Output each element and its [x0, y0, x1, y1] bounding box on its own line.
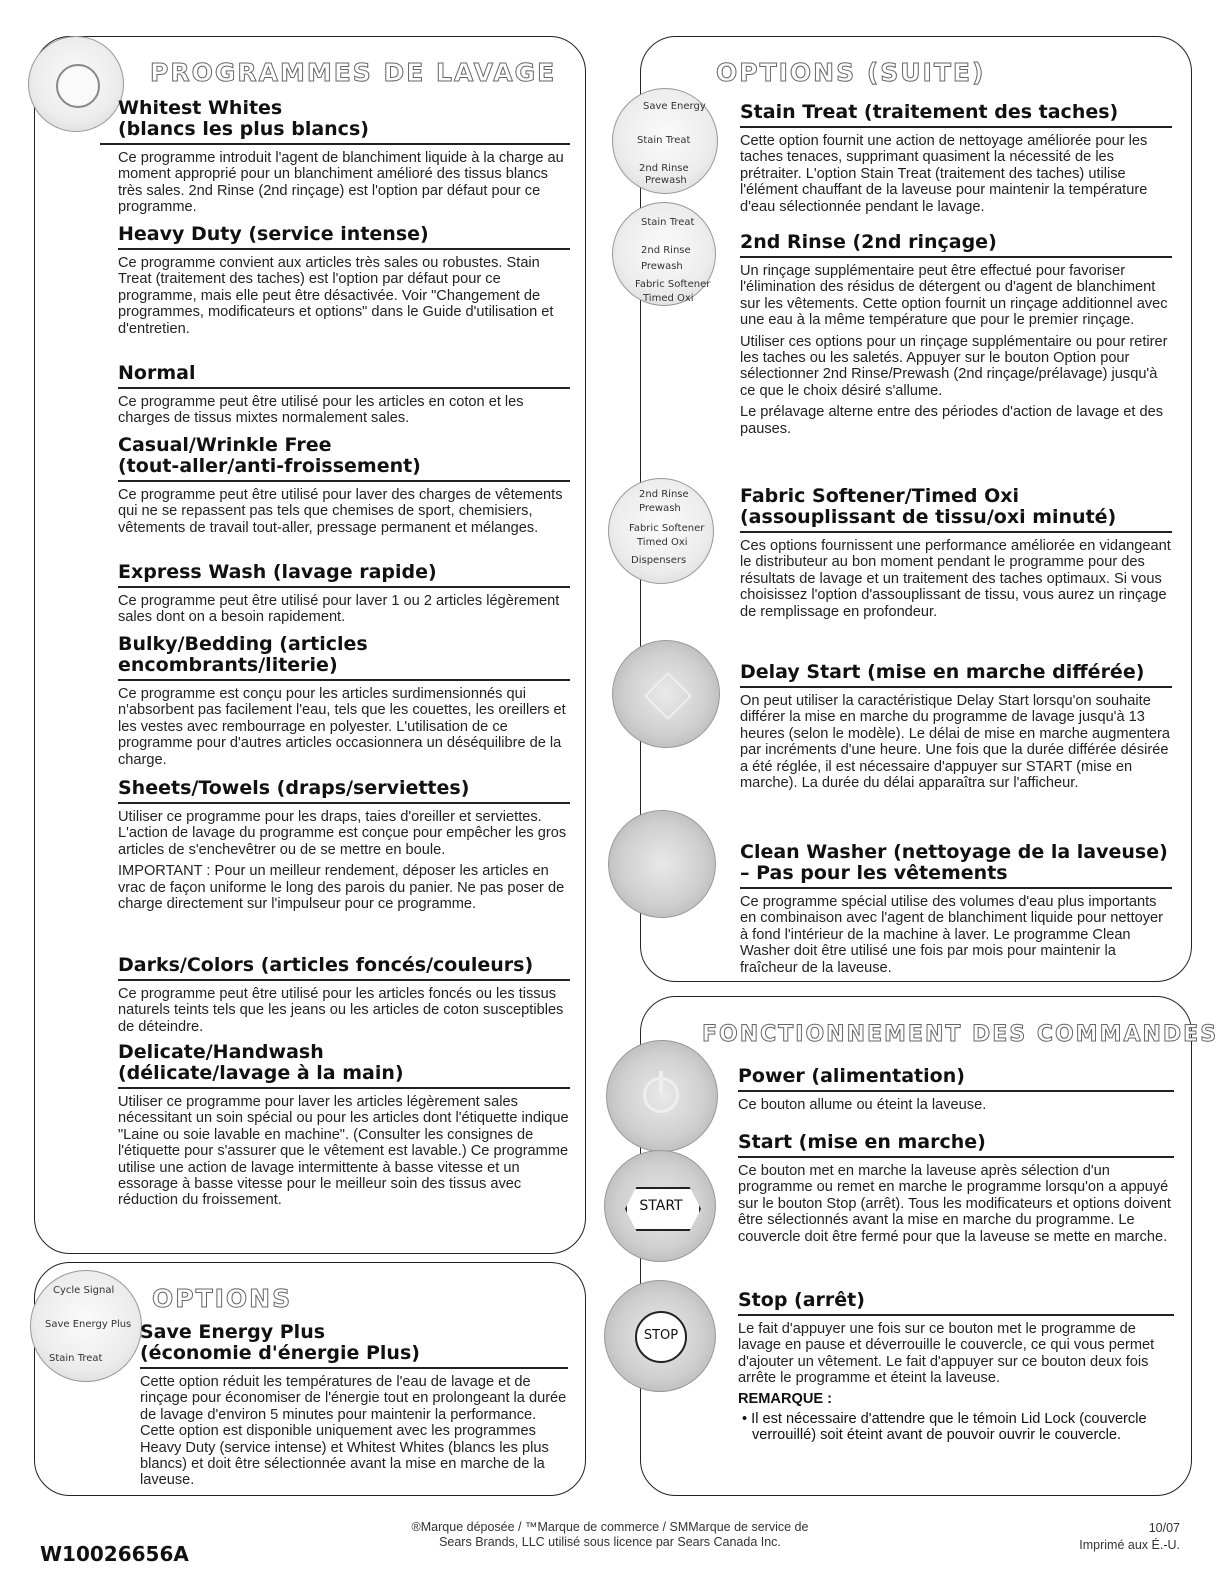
section-body: Ces options fournissent une performance améliorée en vidangeant le distributeur au bon moment pendant le programme pour des résultats de lavage et un traitement des taches optimaux. Si vous choisissez l'option d'assouplissant de tissu, vous aurez un rinçage de remplissage en profondeur.	[740, 538, 1171, 620]
section-body: Cette option réduit les températures de l'eau de lavage et de rinçage pour économiser de l'énergie tout en prolongeant la durée de lavage d'environ 5 minutes pour maintenir la performance. Cette option est disponible uniquement avec les programmes Heavy Duty (service intense) et Whitest Whites (blancs les plus blancs) et doit être sélectionnée avant la mise en marche de la laveuse.	[140, 1374, 567, 1489]
section-body: Ce programme est conçu pour les articles surdimensionnés qui n'absorbent pas facilement l'eau, tels que les couettes, les oreillers et les vestes avec rembourrage en polyester. L'utilisation de ce programme pour d'autres articles occasionnera un déséquilibre de la charge.	[118, 686, 566, 768]
knob-label: Save Energy	[643, 101, 706, 112]
knob-label: Stain Treat	[49, 1353, 103, 1364]
section-body: Ce programme peut être utilisé pour laver 1 ou 2 articles légèrement sales dont on a besoin rapidement.	[118, 593, 560, 626]
section-body: Utiliser ce programme pour les draps, taies d'oreiller et serviettes. L'action de lavage du programme est conçue pour empêcher les gros articles de s'enchevêtrer ou de se mettre en boule.	[118, 809, 567, 858]
options-title: OPTIONS	[152, 1284, 293, 1313]
section-body: Ce programme peut être utilisé pour les articles en coton et les charges de tissus mixtes normalement sales.	[118, 394, 524, 427]
section-heading: Delicate/Handwash (délicate/lavage à la main)	[118, 1042, 570, 1089]
note-label: REMARQUE :	[738, 1390, 833, 1407]
knob-label: Fabric Softener	[635, 279, 711, 290]
cycle-whitest-whites	[118, 98, 570, 216]
cycle-bulky-bedding	[118, 634, 570, 768]
option-stain-treat	[740, 102, 1172, 215]
dispensers-dial-icon	[608, 478, 714, 584]
options-dial-icon	[612, 88, 718, 194]
delay-start-button-icon	[612, 640, 720, 748]
knob-label: Prewash	[641, 261, 683, 272]
section-body: Le prélavage alterne entre des périodes d'action de lavage et des pauses.	[740, 404, 1164, 437]
option-fabric-softener-timed-oxi	[740, 486, 1172, 620]
cycle-normal	[118, 363, 570, 427]
knob-label: 2nd Rinse	[641, 245, 691, 256]
option-delay-start	[740, 662, 1172, 791]
section-heading: Stop (arrêt)	[738, 1290, 1174, 1316]
trademark-notice	[360, 1520, 860, 1550]
option-2nd-rinse	[740, 232, 1172, 437]
trademark-line-2: Sears Brands, LLC utilisé sous licence par Sears Canada Inc.	[439, 1535, 781, 1549]
section-body: Ce bouton met en marche la laveuse après sélection d'un programme ou remet en marche le programme lorsqu'on a appuyé sur le bouton Stop (arrêt). Tous les modificateurs et options doivent être sélectionnés avant la mise en marche du programme. Le couvercle doit être fermé pour que la laveuse se mette en marche.	[738, 1163, 1171, 1245]
section-heading: Delay Start (mise en marche différée)	[740, 662, 1172, 688]
print-date: 10/07	[1148, 1521, 1180, 1535]
cycle-express-wash	[118, 562, 570, 626]
cycle-heavy-duty	[118, 224, 570, 337]
section-heading: Whitest Whites (blancs les plus blancs)	[100, 98, 570, 145]
section-heading: Clean Washer (nettoyage de la laveuse) – Pas pour les vêtements	[740, 842, 1172, 889]
cycle-sheets-towels	[118, 778, 570, 912]
printed-in: Imprimé aux É.-U.	[1079, 1538, 1180, 1552]
start-label: START	[639, 1198, 683, 1214]
section-heading: Stain Treat (traitement des taches)	[740, 102, 1172, 128]
knob-label: Prewash	[645, 175, 687, 186]
section-heading: Casual/Wrinkle Free (tout-aller/anti-froissement)	[118, 435, 570, 482]
start-button-icon	[604, 1150, 716, 1262]
section-important: IMPORTANT : Pour un meilleur rendement, déposer les articles en vrac de façon uniforme le long des parois du panier. Ne pas poser de charge directement sur l'impulseur pour ce programme.	[118, 863, 565, 913]
wash-cycles-title: PROGRAMMES DE LAVAGE	[150, 58, 557, 87]
section-body: Le fait d'appuyer une fois sur ce bouton met le programme de lavage en pause et déverrouille le couvercle, ce qui vous permet d'ajouter un vêtement. Le fait d'appuyer sur ce bouton deux fois arrête le programme et éteint la laveuse.	[738, 1321, 1155, 1387]
option-clean-washer	[740, 842, 1172, 976]
section-body: Cette option fournit une action de nettoyage améliorée pour les taches tenaces, supprimant quasiment la nécessité de les prétraiter. L'option Stain Treat (traitement des taches) utilise l'élément chauffant de la laveuse pour maintenir la température d'eau sélectionnée pendant le lavage.	[740, 133, 1148, 215]
section-heading: Sheets/Towels (draps/serviettes)	[118, 778, 570, 804]
section-body: Utiliser ce programme pour laver les articles légèrement sales nécessitant un soin spécial ou pour les articles dont l'étiquette indique "Laine ou soie lavable en machine". (Consulter les consignes de l'étiquette pour s'assurer que le vêtement est lavable.) Ce programme utilise une action de lavage intermittente à basse vitesse et un essorage à basse vitesse pour le meilleur soin des tissus avec réduction du froissement.	[118, 1094, 569, 1209]
knob-label: Save Energy Plus	[45, 1319, 132, 1330]
knob-label: Cycle Signal	[53, 1285, 115, 1296]
print-info	[1079, 1520, 1180, 1554]
document-code: W10026656A	[40, 1542, 189, 1566]
section-heading: Darks/Colors (articles foncés/couleurs)	[118, 955, 570, 981]
section-heading: Bulky/Bedding (articles encombrants/literie)	[118, 634, 570, 681]
control-start	[738, 1132, 1174, 1245]
knob-label: Timed Oxi	[637, 537, 688, 548]
section-body: Ce programme peut être utilisé pour les articles foncés ou les tissus naturels teints tels que les jeans ou les articles de coton susceptibles de déteindre.	[118, 986, 564, 1035]
knob-label: Dispensers	[631, 555, 687, 566]
section-heading: Start (mise en marche)	[738, 1132, 1174, 1158]
stop-button-icon	[604, 1280, 716, 1392]
stop-label: STOP	[643, 1328, 679, 1343]
knob-label: Timed Oxi	[643, 293, 694, 304]
knob-label: Fabric Softener	[629, 523, 705, 534]
section-body: Ce programme convient aux articles très sales ou robustes. Stain Treat (traitement des taches) est l'option par défaut pour ce programme, mais elle peut être désactivée. Voir "Changement de programmes, modificateurs et options" dans le Guide d'utilisation et d'entretien.	[118, 255, 554, 337]
cycle-delicate-handwash	[118, 1042, 570, 1209]
section-heading: Fabric Softener/Timed Oxi (assouplissant de tissu/oxi minuté)	[740, 486, 1172, 533]
section-heading: Heavy Duty (service intense)	[118, 224, 570, 250]
note-bullet: • Il est nécessaire d'attendre que le témoin Lid Lock (couvercle verrouillé) soit éteint avant de pouvoir ouvrir le couvercle.	[742, 1410, 1147, 1444]
section-body: Ce bouton allume ou éteint la laveuse.	[738, 1097, 987, 1113]
cycle-darks-colors	[118, 955, 570, 1035]
section-heading: Save Energy Plus (économie d'énergie Plus)	[140, 1322, 568, 1369]
section-body: Ce programme introduit l'agent de blanchiment liquide à la charge au moment approprié pour un blanchiment amélioré des tissus blancs très sales. 2nd Rinse (2nd rinçage) est l'option par défaut pour ce programme.	[118, 150, 564, 216]
knob-label: 2nd Rinse	[639, 489, 689, 500]
clean-washer-button-icon	[608, 810, 716, 918]
control-power	[738, 1066, 1174, 1113]
section-heading: 2nd Rinse (2nd rinçage)	[740, 232, 1172, 258]
section-heading: Normal	[118, 363, 570, 389]
section-body: On peut utiliser la caractéristique Delay Start lorsqu'on souhaite différer la mise en marche du programme de lavage jusqu'à 13 heures (selon le modèle). Le délai de mise en marche augmentera par incréments d'une heure. Une fois que la durée différée désirée a été réglée, il est nécessaire d'appuyer sur START (mise en marche). La durée du délai apparaîtra sur l'afficheur.	[740, 693, 1170, 792]
cycle-casual-wrinkle-free	[118, 435, 570, 536]
knob-label: Stain Treat	[637, 135, 691, 146]
knob-label: Stain Treat	[641, 217, 695, 228]
section-body: Ce programme peut être utilisé pour laver des charges de vêtements qui ne se repassent pas tels que chemises de sport, chemisiers, vêtements de travail tout-aller, pressage permanent et mélanges.	[118, 487, 563, 536]
section-body: Utiliser ces options pour un rinçage supplémentaire ou pour retirer les taches ou les saletés. Appuyer sur le bouton Option pour sélectionner 2nd Rinse/Prewash (2nd rinçage/prélavage) jusqu'à ce que le choix désiré s'allume.	[740, 333, 1168, 399]
options-dial-icon	[612, 202, 716, 306]
controls-title: FONCTIONNEMENT DES COMMANDES	[702, 1022, 1219, 1047]
control-stop	[738, 1290, 1174, 1443]
power-button-icon	[606, 1040, 718, 1152]
options-dial-icon	[30, 1270, 142, 1382]
options-continued-title: OPTIONS (SUITE)	[716, 58, 986, 87]
section-body: Un rinçage supplémentaire peut être effectué pour favoriser l'élimination des résidus de détergent ou d'agent de blanchiment sur les vêtements. Cette option fournit un rinçage additionnel avec une eau à la même température que pour le premier rinçage.	[740, 263, 1168, 329]
knob-label: 2nd Rinse	[639, 163, 689, 174]
section-body: Ce programme spécial utilise des volumes d'eau plus importants en combinaison avec l'agent de blanchiment liquide pour nettoyer à fond l'intérieur de la machine à laver. Le programme Clean Washer doit être utilisé une fois par mois pour maintenir la fraîcheur de la laveuse.	[740, 894, 1164, 976]
option-save-energy-plus	[140, 1322, 568, 1489]
knob-label: Prewash	[639, 503, 681, 514]
trademark-line-1: ®Marque déposée / ™Marque de commerce / SMMarque de service de	[411, 1520, 809, 1534]
section-heading: Express Wash (lavage rapide)	[118, 562, 570, 588]
section-heading: Power (alimentation)	[738, 1066, 1174, 1092]
